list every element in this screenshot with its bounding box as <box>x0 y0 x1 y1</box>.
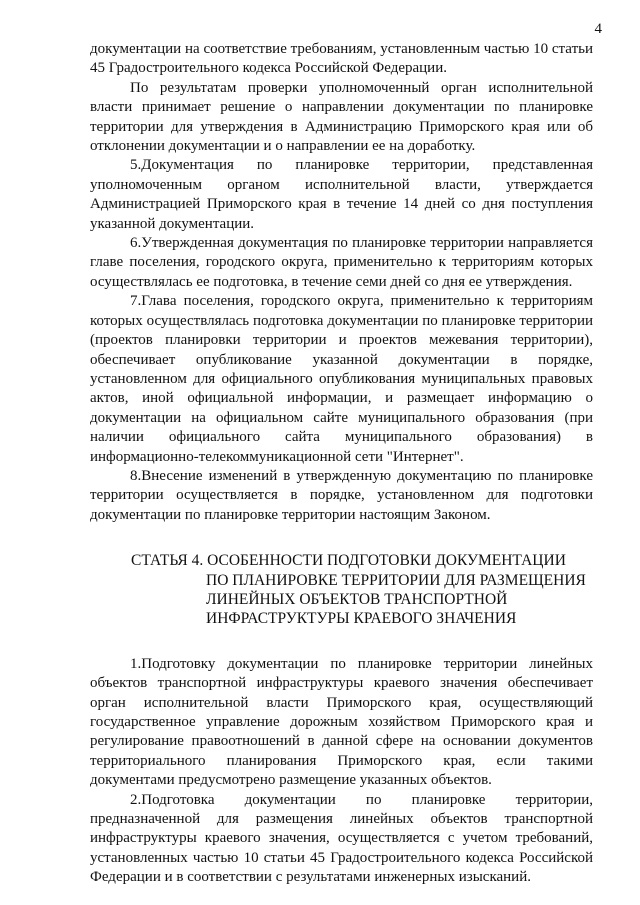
paragraph-item-8: 8.Внесение изменений в утвержденную документацию по планировке территории осуществляется в порядке, установленном для подготовки документации по планировке территории настоящим Законом. <box>90 467 593 523</box>
paragraph-article4-item-1: 1.Подготовку документации по планировке территории линейных объектов транспортной инфраструктуры краевого значения обеспечивает орган исполнительной власти Приморского края, осуществляющий государственное управление дорожным хозяйством Приморского края и регулирование правоотношений в данной сфере на основании документов территориального планирования Приморского края, если такими документами предусмотрено размещение указанных объектов. <box>90 655 593 789</box>
paragraph-item-6: 6.Утвержденная документация по планировке территории направляется главе поселения, городского округа, применительно к территориям которых осуществлялась ее подготовка, в течение семи дней со дня ее утверждения. <box>90 235 593 290</box>
article-heading-line: ЛИНЕЙНЫХ ОБЪЕКТОВ ТРАНСПОРТНОЙ <box>206 590 508 608</box>
paragraph-review-result: По результатам проверки уполномоченный орган исполнительной власти принимает решение о направлении документации по планировке территории для утверждения в Администрацию Приморского края или об отклонении документации и о направлении ее на доработку. <box>90 79 593 155</box>
document-body <box>90 40 593 888</box>
paragraph-continuation: документации на соответствие требованиям, установленным частью 10 статьи 45 Градостроительного кодекса Российской Федерации. <box>90 41 593 77</box>
paragraph-item-7: 7.Глава поселения, городского округа, применительно к территориям которых осуществлялась подготовка документации по планировке территории (проектов планировки территории и проектов межевания территории), обеспечивает опубликование указанной документации в порядке, установленном для официального опубликования муниципальных правовых актов, иной официальной информации, и размещает информацию о документации на официальном сайте муниципального образования (при наличии официального сайта муниципального образования) в информационно-телекоммуникационной сети "Интернет". <box>90 293 593 465</box>
paragraph-article4-item-2: 2.Подготовка документации по планировке территории, предназначенной для размещения линейных объектов транспортной инфраструктуры краевого значения, осуществляется с учетом требований, установленных частью 10 статьи 45 Градостроительного кодекса Российской Федерации и в соответствии с результатами инженерных изысканий. <box>90 791 593 886</box>
article-heading-line: СТАТЬЯ 4. ОСОБЕННОСТИ ПОДГОТОВКИ ДОКУМЕНТАЦИИ <box>131 552 566 570</box>
article-heading-line: ПО ПЛАНИРОВКЕ ТЕРРИТОРИИ ДЛЯ РАЗМЕЩЕНИЯ <box>206 571 586 589</box>
page-number: 4 <box>594 21 602 37</box>
paragraph-item-5: 5.Документация по планировке территории, представленная уполномоченным органом исполнительной власти, утверждается Администрацией Приморского края в течение 14 дней со дня поступления указанной документации. <box>90 157 593 232</box>
article-heading-line: ИНФРАСТРУКТУРЫ КРАЕВОГО ЗНАЧЕНИЯ <box>206 610 517 628</box>
article-4-heading <box>90 551 593 629</box>
